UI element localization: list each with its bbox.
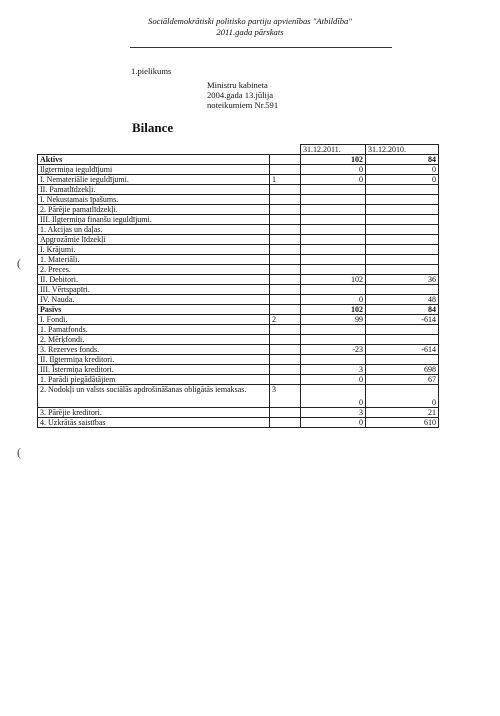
organization-name: Sociāldemokrātiski politisko partiju apvienības "Atbildība" [148,16,352,26]
row-note [270,375,301,385]
value-2010 [366,245,439,255]
row-label: I. Nekustamais īpašums. [38,195,270,205]
value-2010: 21 [366,408,439,418]
table-row [38,255,439,265]
value-2011 [301,205,366,215]
value-2010: 67 [366,375,439,385]
table-row [38,355,439,365]
table-row [38,215,439,225]
value-2010 [366,265,439,275]
value-2010 [366,205,439,215]
table-row [38,345,439,355]
row-note [270,305,301,315]
value-2011 [301,325,366,335]
row-note [270,295,301,305]
row-label: 3. Pārējie kreditori. [38,408,270,418]
row-note [270,275,301,285]
table-row [38,195,439,205]
value-2010: 698 [366,365,439,375]
row-note [270,195,301,205]
value-2011: 102 [301,155,366,165]
row-note [270,185,301,195]
row-label: II. Ilgtermiņa kreditori. [38,355,270,365]
row-note [270,365,301,375]
row-label: 4. Uzkrātās saistības [38,418,270,428]
value-2011: 102 [301,305,366,315]
value-2010: 84 [366,305,439,315]
row-label: 1. Akcijas un daļas. [38,225,270,235]
row-label: IV. Nauda. [38,295,270,305]
row-label: Aktīvs [38,155,270,165]
row-label: 2. Pārējie pamatlīdzekļi. [38,205,270,215]
header-divider [130,47,392,48]
row-note [270,345,301,355]
regulation-reference-line-2: 2004.gada 13.jūlija [207,90,274,100]
row-note [270,355,301,365]
row-note: 2 [270,315,301,325]
report-period: 2011.gada pārskats [216,27,284,37]
table-row [38,408,439,418]
row-label: I. Krājumi. [38,245,270,255]
row-note [270,235,301,245]
value-2011 [301,285,366,295]
table-row [38,365,439,375]
value-2010 [366,325,439,335]
value-2011 [301,355,366,365]
value-2011: 0 [301,175,366,185]
row-label: III. Ilgtermiņa finanšu ieguldījumi. [38,215,270,225]
header-date-2011: 31.12.2011. [301,145,366,155]
row-note [270,205,301,215]
row-label: III. Īstermiņa kreditori. [38,365,270,375]
value-2010 [366,255,439,265]
annex-label: 1.pielikums [131,66,172,76]
value-2011: -23 [301,345,366,355]
value-2010 [366,225,439,235]
value-2011: 3 [301,365,366,375]
row-note [270,265,301,275]
value-2010: 36 [366,275,439,285]
row-label: II. Pamatlīdzekļi. [38,185,270,195]
value-2011: 99 [301,315,366,325]
value-2010 [366,215,439,225]
table-row [38,225,439,235]
table-row [38,175,439,185]
page-title: Bilance [132,120,174,135]
row-label: 1. Parādi piegādātājiem [38,375,270,385]
row-note [270,215,301,225]
row-note [270,245,301,255]
row-note [270,155,301,165]
row-note [270,335,301,345]
regulation-reference-line-1: Ministru kabineta [207,80,268,90]
value-2011 [301,225,366,235]
value-2010 [366,195,439,205]
row-label: Ilgtermiņa ieguldījumi [38,165,270,175]
table-header-row [38,145,439,155]
table-row [38,295,439,305]
value-2011 [301,185,366,195]
row-note [270,285,301,295]
value-2011 [301,195,366,205]
value-2010: 84 [366,155,439,165]
row-note [270,165,301,175]
value-2011: 0 [301,165,366,175]
table-row [38,165,439,175]
row-label: 2. Preces. [38,265,270,275]
value-2011: 0 [301,385,366,408]
table-row [38,315,439,325]
value-2011: 0 [301,418,366,428]
table-row [38,265,439,275]
row-label: 1. Pamatfonds. [38,325,270,335]
table-row [38,235,439,245]
value-2010: 0 [366,385,439,408]
value-2011: 3 [301,408,366,418]
value-2010: 610 [366,418,439,428]
value-2010: -614 [366,345,439,355]
margin-mark: ( [17,256,21,270]
value-2011 [301,245,366,255]
row-note [270,408,301,418]
value-2011: 0 [301,375,366,385]
row-label: Pasīvs [38,305,270,315]
row-note [270,325,301,335]
table-row [38,245,439,255]
value-2011: 0 [301,295,366,305]
value-2010: 0 [366,175,439,185]
header-cell [38,145,270,155]
value-2010 [366,185,439,195]
row-label: 2. Mērķfondi. [38,335,270,345]
row-note: 3 [270,385,301,408]
table-row [38,205,439,215]
value-2011 [301,235,366,245]
table-row [38,305,439,315]
table-row [38,335,439,345]
row-label: II. Debitori. [38,275,270,285]
header-date-2010: 31.12.2010. [366,145,439,155]
header-cell [270,145,301,155]
value-2010 [366,235,439,245]
value-2010: -614 [366,315,439,325]
table-row [38,418,439,428]
regulation-reference-line-3: noteikumiem Nr.591 [207,100,279,110]
row-label: Apgrozāmie līdzekļi [38,235,270,245]
table-row [38,285,439,295]
row-label: I. Nemateriālie ieguldījumi. [38,175,270,185]
balance-sheet-table [37,144,439,428]
row-label: 1. Materiāli. [38,255,270,265]
table-row [38,155,439,165]
value-2010 [366,355,439,365]
row-label: III. Vērtspapīri. [38,285,270,295]
table-row [38,385,439,408]
value-2010 [366,335,439,345]
margin-mark: ( [17,445,21,459]
row-note [270,418,301,428]
value-2010 [366,285,439,295]
table-row [38,185,439,195]
row-label: 3. Rezerves fonds. [38,345,270,355]
row-note [270,255,301,265]
value-2010: 48 [366,295,439,305]
row-label: I. Fondi. [38,315,270,325]
value-2011 [301,215,366,225]
value-2011: 102 [301,275,366,285]
table-row [38,275,439,285]
row-label: 2. Nodokļi un valsts sociālās apdrošināšanas obligātās iemaksas. [38,385,270,408]
value-2010: 0 [366,165,439,175]
value-2011 [301,335,366,345]
row-note: 1 [270,175,301,185]
table-row [38,375,439,385]
table-row [38,325,439,335]
value-2011 [301,255,366,265]
value-2011 [301,265,366,275]
row-note [270,225,301,235]
